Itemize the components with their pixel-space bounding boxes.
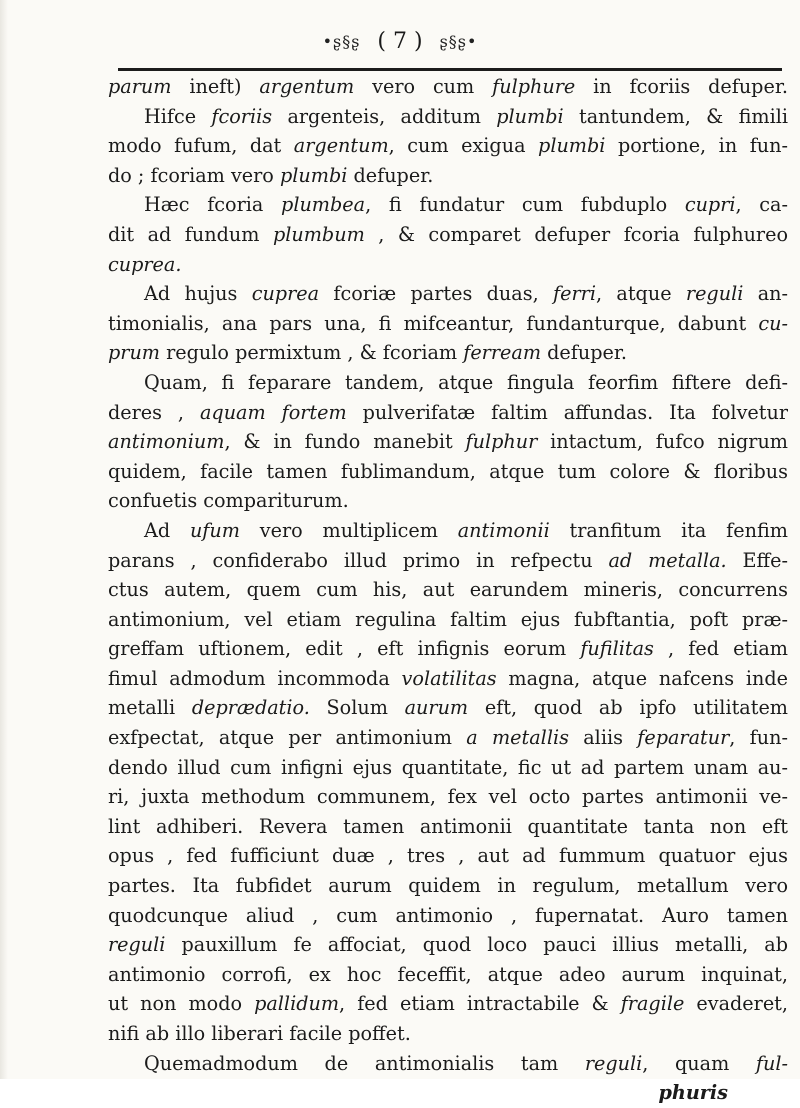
italic-term: cu-: [758, 311, 788, 335]
text-run: pulverifatæ faltim affundas. Ita folvetur: [346, 400, 788, 424]
text-run: regulo permixtum , & fcoriam: [160, 341, 464, 365]
text-line: [108, 131, 788, 161]
text-line: [108, 161, 788, 191]
text-run: ineft): [171, 75, 260, 98]
text-run: in fcoriis defuper.: [575, 75, 788, 98]
text-run: vero cum: [354, 75, 493, 98]
text-run: , quam: [642, 1051, 756, 1075]
text-line: [108, 930, 788, 960]
text-run: antimonio corrofi, ex hoc feceffit, atque adeo aurum inquinat,: [108, 962, 788, 986]
text-line: [108, 250, 788, 280]
text-line: [108, 753, 788, 783]
page-header: [0, 22, 800, 62]
text-run: magna, atque nafcens inde: [496, 666, 788, 690]
italic-term: argentum: [293, 134, 389, 158]
ornament-left: •ʂ§ʂ: [322, 32, 361, 51]
text-run: Ad: [144, 518, 190, 542]
text-run: portione, in fun-: [605, 134, 788, 158]
catchword-line: [108, 1078, 788, 1108]
text-line: [108, 486, 788, 516]
italic-term: ferream: [463, 341, 542, 365]
italic-term: fufilitas: [580, 637, 654, 661]
text-run: greffam uftionem, edit , eft infignis eorum: [108, 637, 581, 661]
ornament-right: ʂ§ʂ•: [439, 32, 478, 51]
text-line: [108, 279, 788, 309]
text-line: [108, 457, 788, 487]
text-run: , fi fundatur cum fubduplo: [365, 193, 685, 217]
text-run: , atque: [595, 282, 686, 306]
text-run: metalli: [108, 696, 192, 720]
italic-term: ufum: [189, 518, 240, 542]
italic-term: fulphur: [465, 430, 538, 454]
text-line: [108, 782, 788, 812]
text-run: quidem, facile tamen fublimandum, atque tum colore & floribus: [108, 459, 788, 483]
italic-term: argentum: [259, 75, 355, 98]
text-run: Hæc fcoria: [144, 193, 282, 217]
italic-term: cuprea.: [108, 252, 182, 276]
text-run: , & comparet defuper fcoria fulphureo: [364, 222, 788, 246]
italic-term: aurum: [404, 696, 469, 720]
text-run: lint adhiberi. Revera tamen antimonii quantitate tanta non eft: [108, 814, 788, 838]
text-run: deres ,: [108, 400, 200, 424]
text-run: ctus autem, quem cum his, aut earundem mineris, concurrens: [108, 578, 788, 602]
italic-term: ferri: [553, 282, 596, 306]
italic-term: antimonium: [108, 430, 225, 454]
text-run: , fed etiam: [653, 637, 788, 661]
text-line: [108, 72, 788, 102]
italic-term: plumbi: [279, 163, 348, 187]
text-run: antimonium, vel etiam regulina faltim ejus fubftantia, poft præ-: [108, 607, 788, 631]
text-run: pauxillum fe affociat, quod loco pauci illius metalli, ab: [165, 933, 788, 957]
text-run: partes. Ita fubfidet aurum quidem in regulum, metallum vero: [108, 874, 788, 898]
text-run: fimul admodum incommoda: [108, 666, 402, 690]
text-run: , & in fundo manebit: [224, 430, 466, 454]
text-line: [108, 338, 788, 368]
italic-term: a metallis: [466, 726, 569, 750]
italic-term: cuprea: [251, 282, 320, 306]
italic-term: deprædatio.: [191, 696, 310, 720]
text-line: [108, 1049, 788, 1079]
text-run: Quemadmodum de antimonialis tam: [144, 1051, 585, 1075]
text-run: ri, juxta methodum communem, fex vel octo partes antimonii ve-: [108, 785, 788, 809]
italic-term: reguli: [584, 1051, 643, 1075]
text-line: [108, 664, 788, 694]
italic-term: fulphure: [492, 75, 576, 98]
text-run: evaderet,: [684, 992, 788, 1016]
text-run: an-: [743, 282, 788, 306]
italic-term: ad metalla.: [608, 548, 727, 572]
text-run: parans , confiderabo illud primo in refpectu: [108, 548, 609, 572]
text-line: [108, 871, 788, 901]
text-line: [108, 516, 788, 546]
text-line: [108, 220, 788, 250]
italic-term: plumbea: [281, 193, 366, 217]
text-run: ut non modo: [108, 992, 255, 1016]
text-run: aliis: [568, 726, 638, 750]
text-run: fcoriæ partes duas,: [319, 282, 554, 306]
text-run: Solum: [309, 696, 405, 720]
text-run: tranfitum ita fenfim: [549, 518, 788, 542]
text-run: , fun-: [729, 726, 788, 750]
text-run: argenteis, additum: [272, 104, 497, 128]
text-run: dit ad fundum: [108, 222, 273, 246]
italic-term: reguli: [685, 282, 744, 306]
italic-term: plumbi: [538, 134, 606, 158]
text-line: [108, 812, 788, 842]
text-run: Hifce: [144, 104, 212, 128]
text-line: [108, 546, 788, 576]
text-run: tantundem, & fimili: [563, 104, 788, 128]
text-line: [108, 1019, 788, 1049]
text-run: nifi ab illo liberari facile poffet.: [108, 1022, 411, 1045]
text-run: Ad hujus: [144, 282, 252, 306]
text-run: do ; fcoriam vero: [108, 163, 280, 187]
italic-term: fcoriis: [211, 104, 273, 128]
text-run: defuper.: [541, 341, 628, 365]
text-run: eft, quod ab ipfo utilitatem: [468, 696, 788, 720]
text-run: confuetis compariturum.: [108, 489, 349, 513]
text-run: quodcunque aliud , cum antimonio , fupernatat. Auro tamen: [108, 903, 788, 927]
italic-term: fragile: [620, 992, 685, 1016]
italic-term: cupri: [684, 193, 736, 217]
header-rule: [118, 68, 782, 71]
text-line: [108, 605, 788, 635]
text-line: [108, 693, 788, 723]
text-line: [108, 901, 788, 931]
text-line: [108, 398, 788, 428]
page-gutter-shadow: [0, 0, 8, 1079]
text-run: defuper.: [347, 163, 434, 187]
text-line: [108, 368, 788, 398]
catchword: phuris: [658, 1081, 728, 1105]
text-run: , ca-: [735, 193, 788, 217]
text-line: [108, 989, 788, 1019]
text-run: , fed etiam intractabile &: [339, 992, 621, 1016]
italic-term: prum: [108, 341, 161, 365]
body-text: [108, 72, 788, 1108]
italic-term: antimonii: [457, 518, 550, 542]
italic-term: plumbum: [272, 222, 365, 246]
text-run: modo fufum, dat: [108, 134, 294, 158]
text-run: vero multiplicem: [239, 518, 458, 542]
italic-term: feparatur: [637, 726, 730, 750]
text-run: dendo illud cum infigni ejus quantitate, fic ut ad partem unam au-: [108, 755, 788, 779]
italic-term: pallidum: [254, 992, 340, 1016]
page-number: ( 7 ): [377, 29, 423, 54]
text-run: , cum exigua: [388, 134, 539, 158]
text-run: exfpectat, atque per antimonium: [108, 726, 467, 750]
text-line: [108, 575, 788, 605]
text-line: [108, 841, 788, 871]
italic-term: plumbi: [496, 104, 564, 128]
text-run: Quam, fi feparare tandem, atque fingula feorfim fiftere defi-: [144, 370, 788, 394]
text-line: [108, 427, 788, 457]
italic-term: ful-: [755, 1051, 788, 1075]
italic-term: parum: [108, 75, 172, 98]
text-run: intactum, fufco nigrum: [537, 430, 788, 454]
italic-term: aquam fortem: [199, 400, 347, 424]
text-line: [108, 960, 788, 990]
text-line: [108, 634, 788, 664]
italic-term: volatilitas: [401, 666, 497, 690]
text-run: Effe-: [726, 548, 788, 572]
text-line: [108, 723, 788, 753]
text-line: [108, 190, 788, 220]
italic-term: reguli: [108, 933, 166, 957]
text-line: [108, 309, 788, 339]
text-run: timonialis, ana pars una, fi mifceantur, fundanturque, dabunt: [108, 311, 759, 335]
text-line: [108, 102, 788, 132]
text-run: opus , fed fufficiunt duæ , tres , aut ad fummum quatuor ejus: [108, 844, 788, 868]
